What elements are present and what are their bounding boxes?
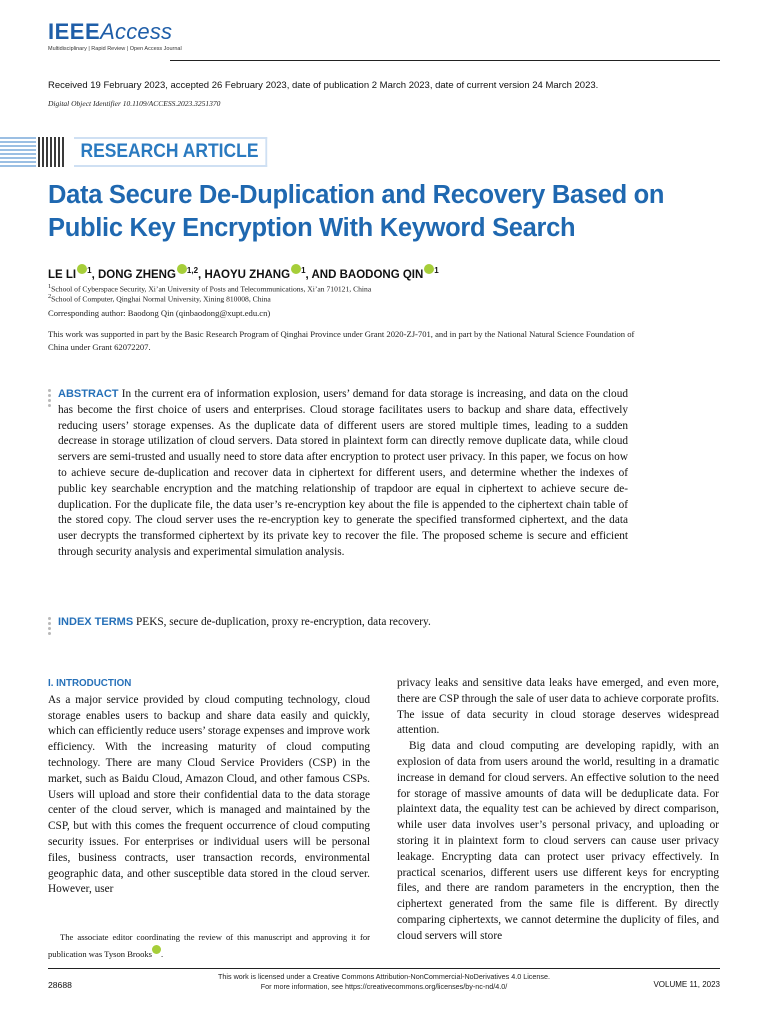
index-terms-text: PEKS, secure de-duplication, proxy re-encryption, data recovery. — [136, 616, 431, 628]
affiliation-text: School of Cyberspace Security, Xi’an University of Posts and Telecommunications, Xi’an 710121, China — [51, 284, 372, 294]
license-notice — [168, 972, 600, 992]
left-column — [48, 676, 370, 898]
orcid-icon[interactable] — [77, 264, 87, 274]
abstract-dots-decoration — [48, 389, 51, 409]
editor-footnote: The associate editor coordinating the review of this manuscript and approving it for publication was Tyson Brooks . — [48, 932, 370, 959]
paper-title: Data Secure De-Duplication and Recovery Based on Public Key Encryption With Keyword Search — [48, 181, 665, 242]
banner-stripes-decoration — [0, 137, 36, 167]
abstract — [58, 387, 628, 561]
orcid-icon[interactable] — [424, 264, 434, 274]
index-terms — [58, 615, 628, 630]
section-heading: I. INTRODUCTION — [48, 678, 132, 689]
author-affiliation-mark: 1 — [87, 266, 92, 276]
affiliation — [48, 293, 271, 304]
abstract-label: ABSTRACT — [58, 388, 119, 400]
article-type-label: RESEARCH ARTICLE — [74, 137, 267, 167]
body-paragraph: privacy leaks and sensitive data leaks have emerged, and even more, there are CSP through the sale of user data to achieve corporate profits. The issue of data security in cloud storage deserves widespread attention. — [397, 677, 719, 737]
page-number: 28688 — [48, 980, 72, 990]
header-divider — [170, 60, 720, 61]
body-paragraph: Big data and cloud computing are developing rapidly, with an explosion of data from users around the world, resulting in a dramatic increase in demand for cloud servers. An effective solution to the need for storage of massive amounts of data will be deduplicate data. For plaintext data, the equality test can be achieved by direct comparison, while user data involves user’s personal privacy, and uploading or storing it in plaintext form to cloud servers can cause user privacy leakage. Encrypting data can protect user privacy effectively. In practical scenarios, different users use different keys for encrypting files, and there are random parameters in the encryption, then the ciphertext generated from the same file is different. By directly comparing ciphertexts, we cannot determine the duplicity of files, and cloud servers will store — [397, 740, 719, 942]
body-paragraph: As a major service provided by cloud computing technology, cloud storage enables users to backup and share data easily and quickly, which can efficiently reduce users’ storage expenses and improve work efficiency. With the increasing maturity of cloud computing technology. There are many Cloud Service Providers (CSP) in the market, such as Baidu Cloud, Amazon Cloud, and other famous CSPs. Users will upload and store their confidential data to the data storage center of the cloud server, which is managed and maintained by the CSP, but with this comes the frequent occurrence of cloud computing security issues. For enterprises or individual users will be personal files, business contracts, user transaction records, environmental geographic data, and other susceptible data stored in the cloud server. However, user — [48, 693, 370, 896]
author-affiliation-mark: 1,2 — [186, 266, 199, 276]
journal-name-ieee: IEEE — [48, 19, 101, 44]
index-terms-dots-decoration — [48, 617, 51, 637]
article-type-banner — [0, 134, 280, 172]
doi: Digital Object Identifier 10.1109/ACCESS.2023.3251370 — [48, 99, 221, 108]
author-separator: , AND — [305, 269, 340, 281]
banner-bars-decoration — [38, 137, 66, 167]
author-name: HAOYU ZHANG — [204, 269, 291, 281]
author-name: DONG ZHENG — [97, 269, 176, 281]
publication-dates: Received 19 February 2023, accepted 26 February 2023, date of publication 2 March 2023, date of current version 24 March 2023. — [48, 80, 599, 91]
affiliation-number: 1 — [48, 283, 52, 290]
author-list — [48, 264, 439, 281]
author-affiliation-mark: 1 — [301, 266, 306, 276]
orcid-icon[interactable] — [152, 945, 161, 954]
author-affiliation-mark: 1 — [434, 266, 439, 276]
orcid-icon[interactable] — [291, 264, 301, 274]
funding-statement: This work was supported in part by the Basic Research Program of Qinghai Province under Grant 2020-ZJ-701, and in part by the National Natural Science Foundation of China under Grant 62072207. — [48, 329, 635, 352]
affiliation — [48, 283, 371, 294]
license-line: This work is licensed under a Creative Commons Attribution-NonCommercial-NoDerivatives 4.0 License. — [218, 972, 550, 981]
orcid-icon[interactable] — [177, 264, 187, 274]
abstract-text: In the current era of information explosion, users’ demand for data storage is increasing, and data on the cloud has become the first choice of users and enterprises. Cloud storage facilitates users to backup and share data, effectively reducing users’ storage expenses. As the duplicate data of different users are stored multiple times, leading to a sudden decrease in storage utilization of cloud servers. Data stored in plaintext form can directly remove duplicate data, while cloud servers are semi-trusted and usually need to store data after encryption to protect user privacy. In this paper, we focus on how to achieve secure de-duplication and recover data in ciphertext for different users, and determine whether the indexes of public key searchable encryption and the matching relationship of trapdoor are equal in ciphertext to achieve secure de-duplication. For the duplicate file, the data user’s re-encryption key about the file is appended to the ciphertext chain table of the stored copy. The cloud server uses the re-encryption key to generate the specified transformed ciphertext, and the data user decrypts the transformed ciphertext by its private key to recover the file. The proposed scheme is secure and efficient through security analysis and experimental simulation analysis. — [58, 388, 628, 558]
author-separator: , — [198, 269, 205, 281]
affiliation-text: School of Computer, Qinghai Normal University, Xining 810008, China — [51, 294, 271, 304]
journal-tagline: Multidisciplinary | Rapid Review | Open Access Journal — [48, 46, 182, 52]
author-name: BAODONG QIN — [339, 269, 424, 281]
index-terms-label: INDEX TERMS — [58, 616, 134, 628]
volume-info: VOLUME 11, 2023 — [653, 980, 720, 989]
author-name: LE LI — [48, 269, 77, 281]
footnote-text: The associate editor coordinating the review of this manuscript and approving it for publication was Tyson Brooks — [48, 932, 370, 959]
author-separator: , — [91, 269, 98, 281]
affiliation-number: 2 — [48, 293, 52, 300]
license-link[interactable]: For more information, see https://creativecommons.org/licenses/by-nc-nd/4.0/ — [260, 982, 508, 991]
journal-name-access: Access — [100, 19, 173, 44]
corresponding-author: Corresponding author: Baodong Qin (qinbaodong@xupt.edu.cn) — [48, 308, 271, 318]
right-column — [397, 676, 719, 945]
footer-divider — [48, 968, 720, 969]
journal-logo — [48, 20, 248, 60]
